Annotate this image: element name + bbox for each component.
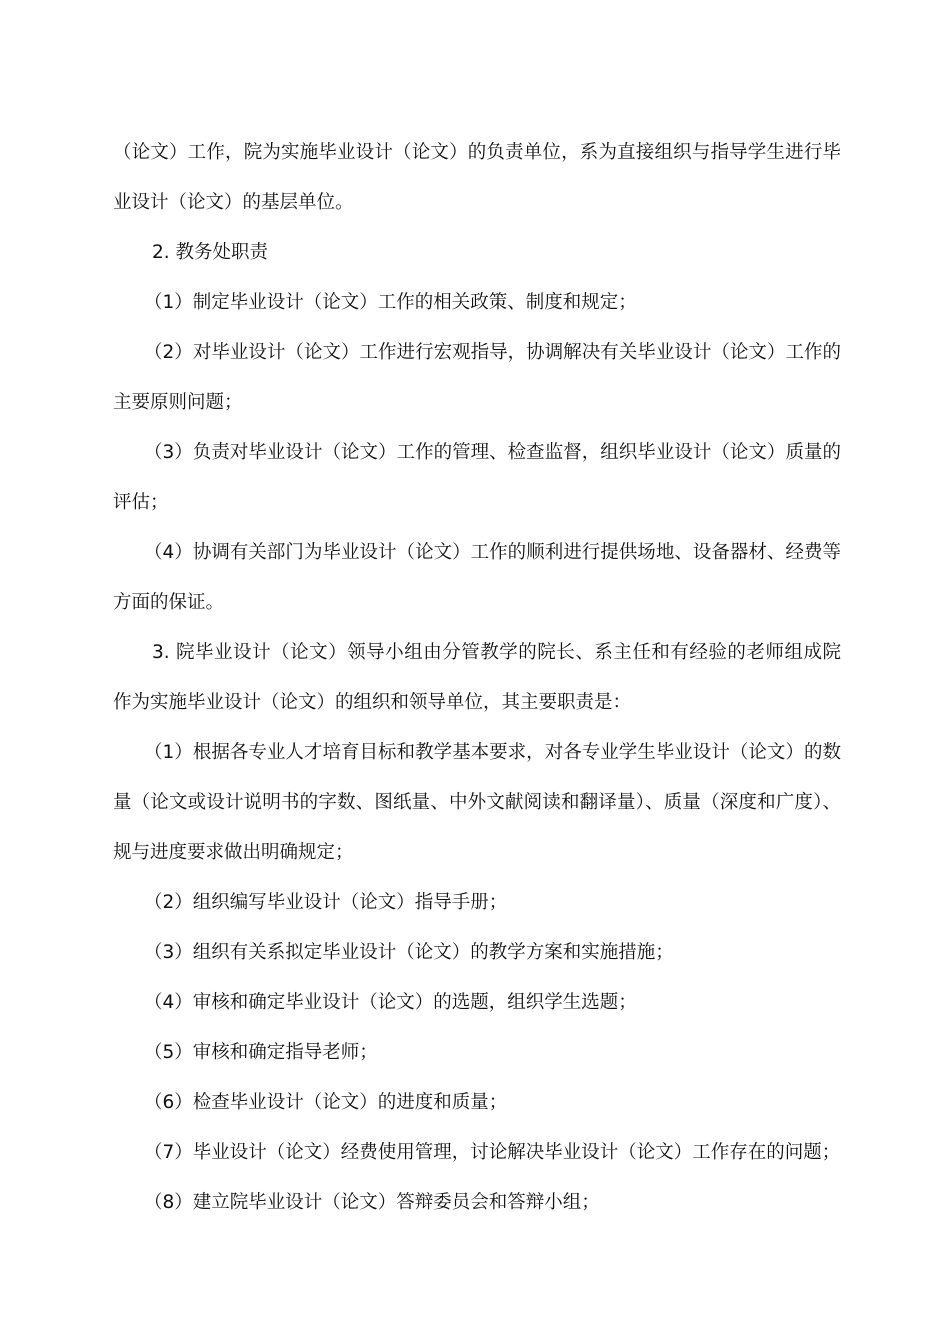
list-item: （3）组织有关系拟定毕业设计（论文）的教学方案和实施措施； xyxy=(144,942,674,963)
list-item: （7）毕业设计（论文）经费使用管理，讨论解决毕业设计（论文）工作存在的问题； xyxy=(144,1142,841,1163)
section-heading-2: 2. 教务处职责 xyxy=(152,242,269,263)
list-item: （1）制定毕业设计（论文）工作的相关政策、制度和规定； xyxy=(144,292,637,313)
list-item: （4）协调有关部门为毕业设计（论文）工作的顺利进行提供场地、设备器材、经费等方面的保证。 xyxy=(113,542,841,613)
list-item: （3）负责对毕业设计（论文）工作的管理、检查监督，组织毕业设计（论文）质量的评估； xyxy=(113,442,841,513)
list-item: （4）审核和确定毕业设计（论文）的选题，组织学生选题； xyxy=(144,992,637,1013)
list-item: （8）建立院毕业设计（论文）答辩委员会和答辩小组； xyxy=(144,1192,600,1213)
list-item: （5）审核和确定指导老师； xyxy=(144,1042,378,1063)
list-item: （6）检查毕业设计（论文）的进度和质量； xyxy=(144,1092,508,1113)
document-body xyxy=(113,128,841,1228)
list-item: （1）根据各专业人才培育目标和教学基本要求，对各专业学生毕业设计（论文）的数量（论文或设计说明书的字数、图纸量、中外文献阅读和翻译量）、质量（深度和广度）、规与进度要求做出明确规定； xyxy=(113,742,841,863)
paragraph-intro: （论文）工作，院为实施毕业设计（论文）的负责单位，系为直接组织与指导学生进行毕业设计（论文）的基层单位。 xyxy=(113,142,841,213)
list-item: （2）对毕业设计（论文）工作进行宏观指导，协调解决有关毕业设计（论文）工作的主要原则问题； xyxy=(113,342,841,413)
list-item: （2）组织编写毕业设计（论文）指导手册； xyxy=(144,892,508,913)
section-heading-3: 3. 院毕业设计（论文）领导小组由分管教学的院长、系主任和有经验的老师组成院作为实施毕业设计（论文）的组织和领导单位，其主要职责是： xyxy=(113,642,841,713)
